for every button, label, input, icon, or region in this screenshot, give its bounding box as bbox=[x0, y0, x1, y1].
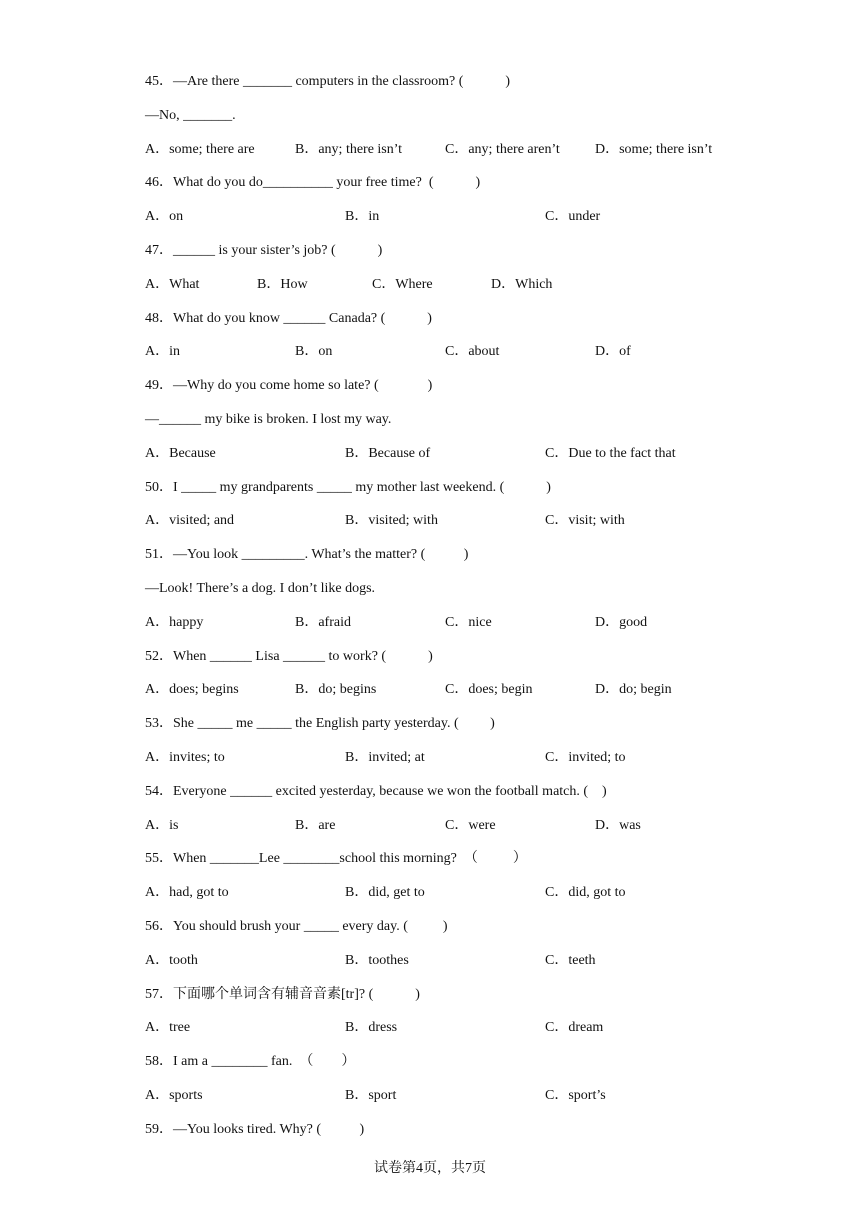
answer-option[interactable]: C．dream bbox=[545, 1020, 604, 1036]
question-stem: 54．Everyone ______ excited yesterday, because we won the football match. ( ) bbox=[145, 783, 607, 799]
question-stem: 45．—Are there _______ computers in the classroom? ( ) bbox=[145, 74, 511, 89]
answer-option[interactable]: B．are bbox=[295, 817, 336, 833]
answer-option[interactable]: A．in bbox=[145, 344, 180, 360]
answer-option[interactable]: B．toothes bbox=[345, 952, 409, 968]
question-stem: 47．______ is your sister’s job? ( ) bbox=[145, 243, 383, 258]
answer-option[interactable]: C．Where bbox=[372, 276, 433, 292]
answer-option[interactable]: B．on bbox=[295, 344, 333, 360]
question-line: —______ my bike is broken. I lost my way. bbox=[145, 412, 392, 427]
answer-option[interactable]: B．Because of bbox=[345, 445, 431, 461]
answer-option[interactable]: D．was bbox=[595, 817, 641, 833]
answer-option[interactable]: A．is bbox=[145, 817, 179, 833]
answer-option[interactable]: B．did, get to bbox=[345, 885, 425, 901]
question-stem: 46．What do you do__________ your free time? ( ) bbox=[145, 175, 481, 191]
answer-option[interactable]: A．What bbox=[145, 276, 200, 292]
page-footer: 试卷第4页，共7页 bbox=[374, 1161, 486, 1176]
answer-option[interactable]: D．good bbox=[595, 614, 648, 630]
answer-option[interactable]: A．visited; and bbox=[145, 513, 235, 529]
answer-option[interactable]: B．in bbox=[345, 209, 380, 225]
answer-option[interactable]: C．sport’s bbox=[545, 1088, 606, 1103]
question-stem: 55．When _______Lee ________school this morning? （ ） bbox=[145, 851, 527, 867]
answer-option[interactable]: C．teeth bbox=[545, 952, 596, 968]
answer-option[interactable]: D．some; there isn’t bbox=[595, 141, 713, 157]
answer-option[interactable]: B．do; begins bbox=[295, 682, 377, 698]
question-stem: 57．下面哪个单词含有辅音音素[tr]? ( ) bbox=[145, 986, 420, 1002]
question-stem: 49．—Why do you come home so late? ( ) bbox=[145, 378, 433, 394]
question-stem: 58．I am a ________ fan. （ ） bbox=[145, 1054, 356, 1070]
question-stem: 51．—You look _________. What’s the matter? ( ) bbox=[145, 547, 469, 563]
answer-option[interactable]: C．invited; to bbox=[545, 750, 626, 765]
answer-option[interactable]: B．afraid bbox=[295, 614, 351, 630]
answer-option[interactable]: A．Because bbox=[145, 445, 216, 461]
answer-option[interactable]: A．sports bbox=[145, 1088, 203, 1103]
question-line: —Look! There’s a dog. I don’t like dogs. bbox=[145, 581, 376, 596]
answer-option[interactable]: C．visit; with bbox=[545, 513, 625, 529]
answer-option[interactable]: C．did, got to bbox=[545, 885, 626, 901]
answer-option[interactable]: D．Which bbox=[491, 276, 553, 292]
answer-option[interactable]: B．visited; with bbox=[345, 513, 438, 529]
question-stem: 53．She _____ me _____ the English party yesterday. ( ) bbox=[145, 716, 495, 732]
answer-option[interactable]: D．do; begin bbox=[595, 682, 672, 698]
answer-option[interactable]: C．were bbox=[445, 817, 496, 833]
answer-option[interactable]: B．dress bbox=[345, 1020, 398, 1036]
answer-option[interactable]: A．tree bbox=[145, 1020, 191, 1036]
answer-option[interactable]: B．sport bbox=[345, 1088, 397, 1103]
answer-option[interactable]: A．some; there are bbox=[145, 141, 255, 157]
answer-option[interactable]: A．had, got to bbox=[145, 885, 229, 901]
answer-option[interactable]: C．about bbox=[445, 344, 500, 360]
answer-option[interactable]: C．Due to the fact that bbox=[545, 445, 676, 461]
answer-option[interactable]: C．any; there aren’t bbox=[445, 141, 560, 157]
answer-option[interactable]: C．under bbox=[545, 209, 601, 225]
question-stem: 59．—You looks tired. Why? ( ) bbox=[145, 1121, 365, 1137]
question-stem: 48．What do you know ______ Canada? ( ) bbox=[145, 310, 432, 326]
answer-option[interactable]: C．does; begin bbox=[445, 682, 533, 698]
answer-option[interactable]: B．How bbox=[257, 276, 308, 292]
answer-option[interactable]: A．does; begins bbox=[145, 682, 239, 698]
question-stem: 50．I _____ my grandparents _____ my mother last weekend. ( ) bbox=[145, 479, 551, 495]
answer-option[interactable]: C．nice bbox=[445, 614, 492, 630]
answer-option[interactable]: A．happy bbox=[145, 614, 204, 630]
question-stem: 56．You should brush your _____ every day. ( ) bbox=[145, 919, 448, 934]
answer-option[interactable]: A．on bbox=[145, 209, 184, 225]
answer-option[interactable]: A．invites; to bbox=[145, 750, 225, 765]
answer-option[interactable]: B．invited; at bbox=[345, 750, 425, 765]
answer-option[interactable]: B．any; there isn’t bbox=[295, 141, 403, 157]
question-line: —No, _______. bbox=[145, 107, 236, 123]
answer-option[interactable]: A．tooth bbox=[145, 952, 198, 968]
question-stem: 52．When ______ Lisa ______ to work? ( ) bbox=[145, 648, 433, 664]
answer-option[interactable]: D．of bbox=[595, 344, 631, 360]
